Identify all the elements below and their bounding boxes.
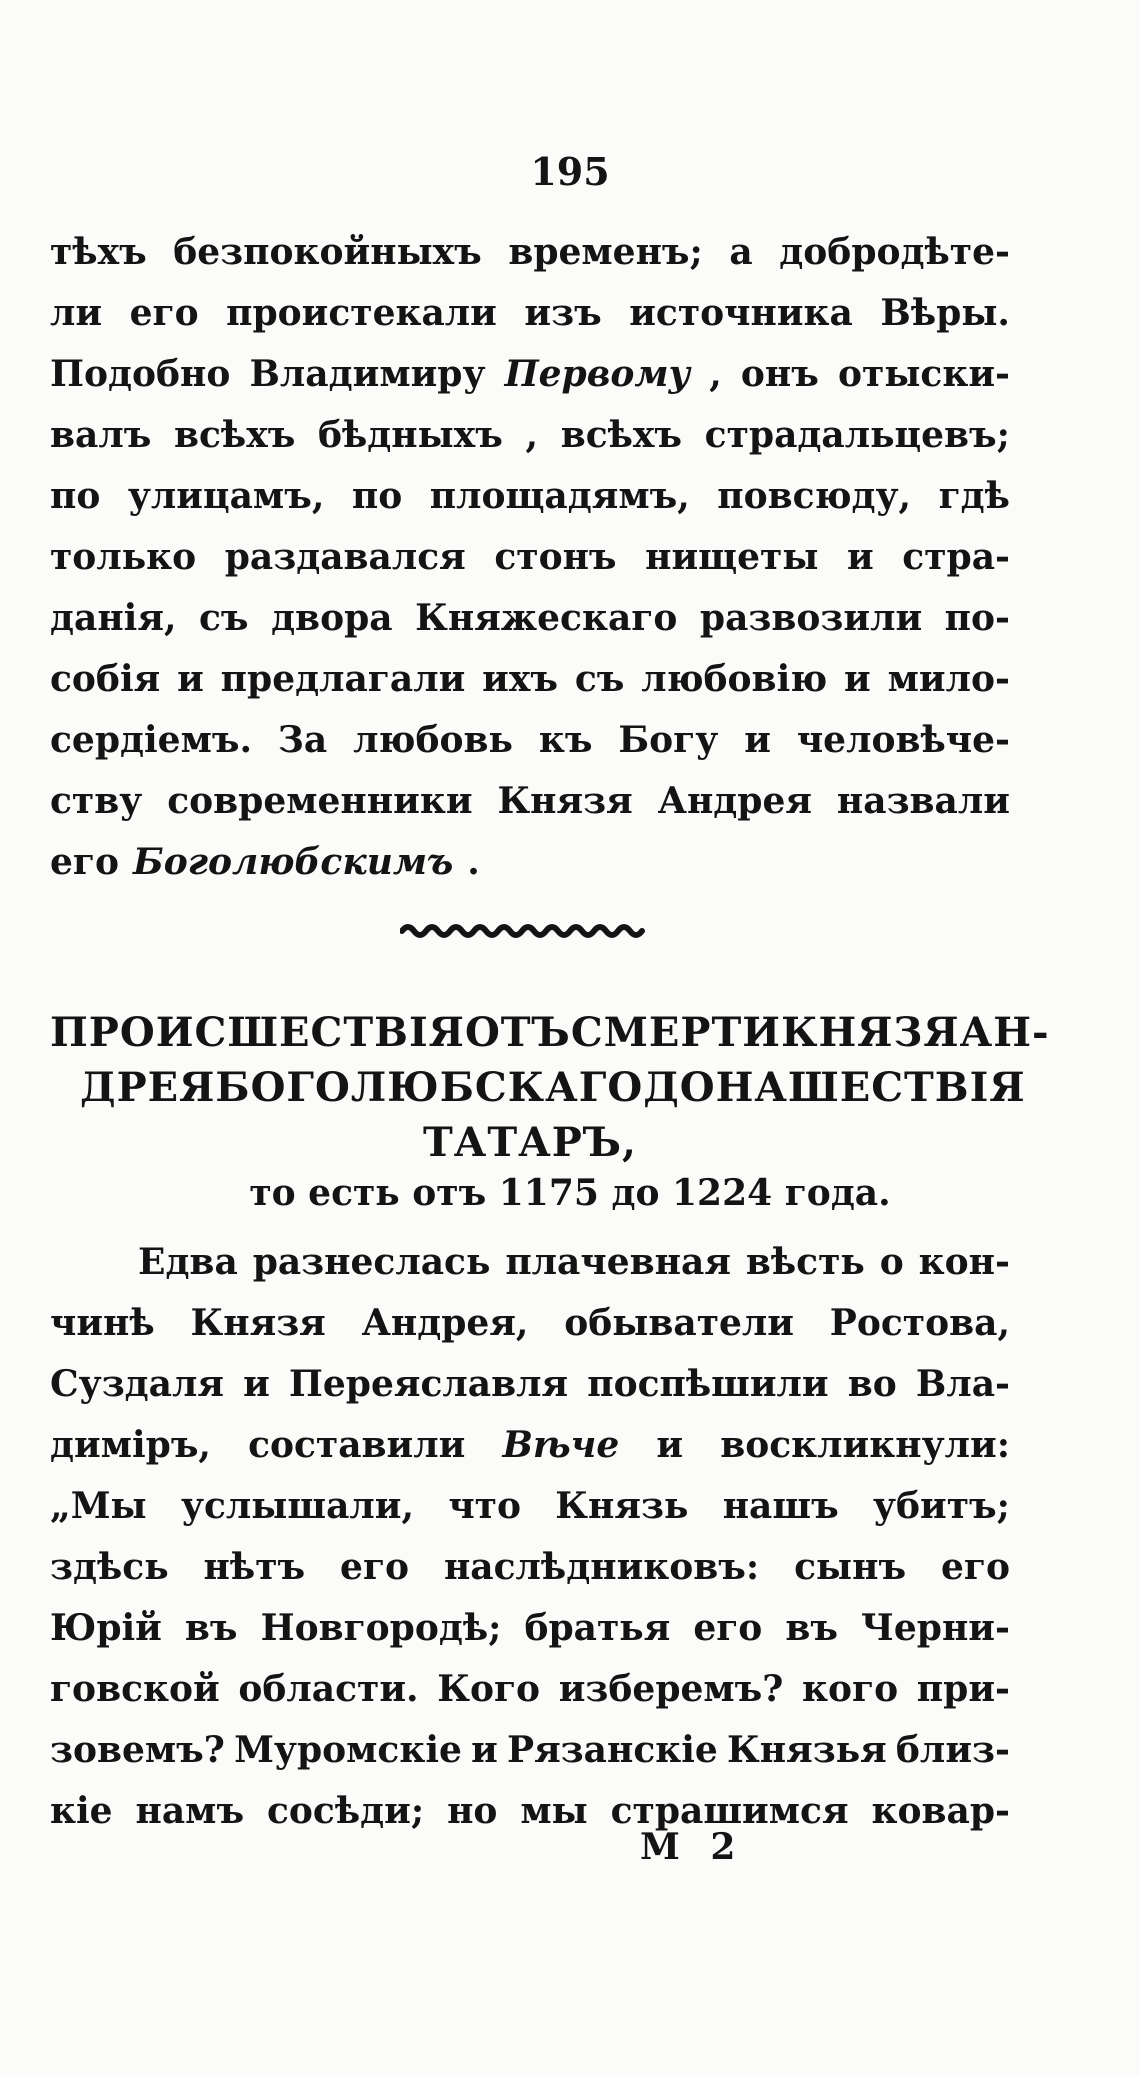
word: и [656, 1424, 684, 1466]
word: временъ; [508, 231, 703, 273]
word: по [50, 475, 101, 517]
word: его [693, 1607, 763, 1649]
text-line [50, 1415, 1010, 1476]
word: „Мы [50, 1485, 147, 1527]
word: его [50, 841, 119, 883]
heading-word: ДРЕЯ [80, 1064, 216, 1111]
text-line [50, 1354, 1010, 1415]
word: воскликнули: [720, 1424, 1010, 1466]
printer-signature: М 2 [640, 1826, 736, 1868]
word: братья [524, 1607, 671, 1649]
word: Первому [504, 353, 691, 395]
word: человѣче- [796, 719, 1010, 761]
word: во [847, 1363, 897, 1405]
word: Суздаля [50, 1363, 224, 1405]
word: и [177, 658, 204, 700]
paragraph-2 [50, 1232, 1010, 1842]
word: проистекали [226, 292, 497, 334]
word: въ [785, 1607, 838, 1649]
word: гдѣ [938, 475, 1010, 517]
word: вѣсть [745, 1241, 865, 1283]
heading-word: СМЕРТИ [570, 1009, 782, 1056]
word: двора [271, 597, 393, 639]
word: тѣхъ [50, 231, 147, 273]
heading-word: ДО [643, 1064, 716, 1111]
word: здѣсь [50, 1546, 169, 1588]
word: Боголюбскимъ [132, 841, 454, 883]
word: ковар- [871, 1790, 1010, 1832]
word: страдальцевъ; [704, 414, 1010, 456]
word: его [941, 1546, 1010, 1588]
word: любовію [641, 658, 828, 700]
word: изъ [524, 292, 602, 334]
word: плачевная [505, 1241, 731, 1283]
word: Черни- [861, 1607, 1010, 1649]
word: по- [944, 597, 1010, 639]
word: мило- [887, 658, 1010, 700]
word: бѣдныхъ [317, 414, 503, 456]
heading-line-2 [50, 1060, 1026, 1115]
page-number: 195 [530, 149, 610, 194]
text-line [50, 1720, 1010, 1781]
text-line [50, 527, 1010, 588]
word: , [709, 353, 722, 395]
word: площадямъ, [429, 475, 690, 517]
word: онъ [740, 353, 819, 395]
word: наслѣдниковъ: [443, 1546, 760, 1588]
text-line [50, 832, 1010, 893]
word: диміръ, [50, 1424, 211, 1466]
word: по [351, 475, 403, 517]
word: Муромскіе [234, 1729, 462, 1771]
heading-line-1 [50, 1005, 1050, 1060]
word: намъ [135, 1790, 245, 1832]
word: предлагали [220, 658, 466, 700]
word: стонъ [494, 536, 617, 578]
word: сердіемъ. [50, 719, 252, 761]
word: Вла- [915, 1363, 1010, 1405]
word: кіе [50, 1790, 113, 1832]
word: сосѣди; [266, 1790, 425, 1832]
word: области. [238, 1668, 419, 1710]
word: изберемъ? [558, 1668, 784, 1710]
paragraph-1 [50, 222, 1010, 893]
word: при- [916, 1668, 1010, 1710]
word: что [448, 1485, 521, 1527]
chapter-heading [50, 1005, 1050, 1170]
word: ихъ [482, 658, 558, 700]
word: , [525, 414, 539, 456]
word: только [50, 536, 197, 578]
text-line [50, 1598, 1010, 1659]
word: источника [629, 292, 853, 334]
word: . [467, 841, 480, 883]
heading-word: ОТЪ [464, 1009, 571, 1056]
word: разнеслась [252, 1241, 491, 1283]
word: Вѣры. [880, 292, 1010, 334]
word: Подобно [50, 353, 231, 395]
text-line [50, 588, 1010, 649]
word: добродѣте- [779, 231, 1010, 273]
text-line [50, 1476, 1010, 1537]
word: поспѣшили [587, 1363, 829, 1405]
text-line [50, 466, 1010, 527]
heading-line-3: ТАТАРЪ, [423, 1119, 637, 1166]
word: назвали [836, 780, 1010, 822]
word: улицамъ, [127, 475, 325, 517]
word: нѣтъ [203, 1546, 306, 1588]
word: сынъ [794, 1546, 907, 1588]
word: въ [184, 1607, 238, 1649]
word: Новгородѣ; [260, 1607, 502, 1649]
word: Вѣче [502, 1424, 620, 1466]
word: Владимиру [249, 353, 486, 395]
word: За [277, 719, 328, 761]
word: Андрея [657, 780, 812, 822]
word: къ [538, 719, 593, 761]
ornament-divider-icon [400, 920, 650, 942]
word: нищеты [645, 536, 819, 578]
word: собія [50, 658, 161, 700]
word: близ- [895, 1729, 1010, 1771]
word: ству [50, 780, 143, 822]
word: Князья [727, 1729, 887, 1771]
word: валъ [50, 414, 152, 456]
word: и [471, 1729, 498, 1771]
word: съ [199, 597, 249, 639]
text-line [50, 1232, 1010, 1293]
word: безпокойныхъ [173, 231, 482, 273]
word: убитъ; [872, 1485, 1010, 1527]
word: услышали, [180, 1485, 415, 1527]
word: всѣхъ [174, 414, 296, 456]
word: ли [50, 292, 103, 334]
word: и [847, 536, 874, 578]
word: раздавался [224, 536, 466, 578]
word: Богу [618, 719, 719, 761]
word: и [243, 1363, 270, 1405]
word: Переяславля [288, 1363, 569, 1405]
word: страшимся [610, 1790, 849, 1832]
word: кого [802, 1668, 899, 1710]
word: повсюду, [717, 475, 912, 517]
word: Едва [138, 1241, 238, 1283]
word: чинѣ [50, 1302, 155, 1344]
word: Князя [190, 1302, 326, 1344]
word: стра- [902, 536, 1010, 578]
word: зовемъ? [50, 1729, 225, 1771]
word: говской [50, 1668, 220, 1710]
word: Юрій [50, 1607, 162, 1649]
heading-word: НАШЕСТВІЯ [715, 1064, 1026, 1111]
word: данія, [50, 597, 177, 639]
word: его [340, 1546, 410, 1588]
heading-word: АН- [959, 1009, 1050, 1056]
heading-word: КНЯЗЯ [781, 1009, 960, 1056]
text-line [50, 649, 1010, 710]
word: мы [520, 1790, 588, 1832]
word: но [447, 1790, 498, 1832]
word: всѣхъ [560, 414, 683, 456]
text-line [50, 1781, 1010, 1842]
word: и [744, 719, 771, 761]
word: Князя [497, 780, 633, 822]
text-line [50, 283, 1010, 344]
word: Князь [555, 1485, 689, 1527]
word: кон- [918, 1241, 1010, 1283]
word: Ростова, [829, 1302, 1010, 1344]
text-line [50, 344, 1010, 405]
word: нашъ [722, 1485, 839, 1527]
word: съ [574, 658, 625, 700]
word: обыватели [564, 1302, 794, 1344]
heading-word: ПРОИСШЕСТВІЯ [50, 1009, 465, 1056]
word: Андрея, [361, 1302, 529, 1344]
text-line [50, 710, 1010, 771]
text-line [50, 222, 1010, 283]
text-line [50, 771, 1010, 832]
text-line [50, 1537, 1010, 1598]
text-line [50, 1659, 1010, 1720]
word: Кого [437, 1668, 541, 1710]
chapter-subheading: то есть отъ 1175 до 1224 года. [249, 1172, 891, 1214]
word: Княжескаго [415, 597, 678, 639]
word: составили [248, 1424, 466, 1466]
word: Рязанскіе [507, 1729, 718, 1771]
text-line [50, 1293, 1010, 1354]
word: любовь [353, 719, 513, 761]
text-line [50, 405, 1010, 466]
word: и [844, 658, 871, 700]
word: современники [167, 780, 473, 822]
word: а [729, 231, 753, 273]
word: развозили [699, 597, 923, 639]
word: отыски- [838, 353, 1010, 395]
word: его [129, 292, 199, 334]
heading-word: БОГОЛЮБСКАГО [215, 1064, 644, 1111]
word: о [879, 1241, 904, 1283]
